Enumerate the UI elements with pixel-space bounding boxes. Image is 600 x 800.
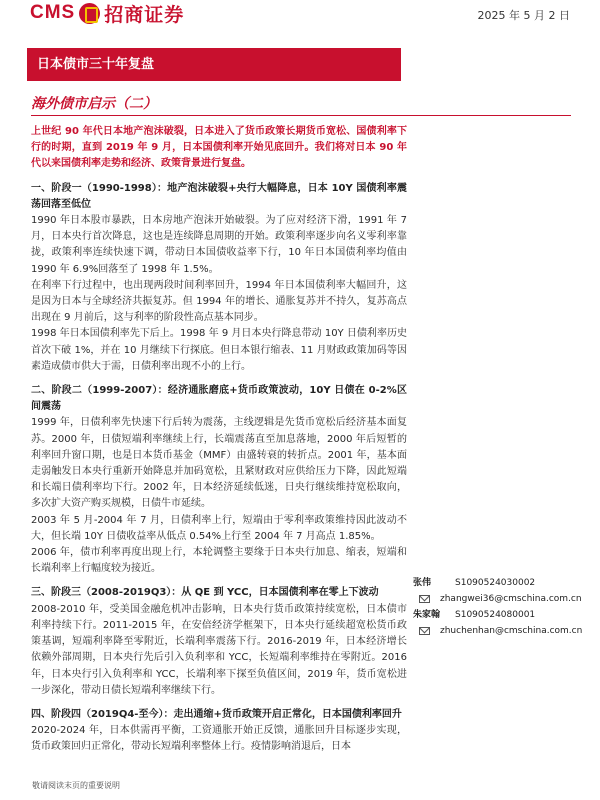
analyst-cert-number: S1090524080001	[455, 610, 536, 620]
report-title-banner: 日本债市三十年复盘	[27, 48, 401, 81]
section-4-paragraph: 2020-2024 年，日本供需再平衡，工资通胀开始正反馈，通胀回升目标逐步实现，货币政策回归正常化，带动长短端利率整体上行。疫情影响消退后，日本	[31, 725, 407, 753]
section-2-title: 二、阶段二（1999-2007）：经济通胀磨底+货币政策波动，10Y 日债在 0-2%区间震荡	[31, 385, 407, 413]
footer-disclaimer: 敬请阅读末页的重要说明	[32, 781, 120, 790]
section-2-paragraph: 1999 年，日债利率先快速下行后转为震荡，主线逻辑是先货币宽松后经济基本面复苏。2000 年，日债短端利率继续上行，长端震荡直至加息落地，2000 年后短暂的利率回升窗口期，也是日本货币基金（MMF）由盛转衰的转折点。2001 年，基本面走弱触发日本央行重新开始降息并加码宽松，且紧财政对应供给压力下降，因此短端和长端日债利率均下行。2002 年，日本经济延续低迷，日央行继续维持宽松取向，多次扩大资产购买规模，日债牛市延续。	[31, 417, 407, 510]
report-subtitle: 海外债市启示（二）	[31, 96, 157, 112]
section-3-paragraph: 2008-2010 年，受美国金融危机冲击影响，日本央行货币政策持续宽松，日本债市利率持续下行。2011-2015 年，在安倍经济学框架下，日本央行延续超宽松货币政策基调，短端利率降至零附近，长端利率震荡下行。2016-2019 年，日本经济增长依赖外部周期，日本央行先后引入负利率和 YCC，长短端利率维持在零附近。2016 年，日本央行引入负利率和 YCC，长端利率下探至负值区间，2019 年，货币宽松进一步深化，带动日债长短端利率继续下行。	[31, 603, 407, 696]
analyst-name: 张伟	[413, 578, 432, 588]
mail-icon	[419, 595, 430, 603]
analyst-email[interactable]: zhuchenhan@cmschina.com.cn	[440, 626, 583, 636]
section-2-paragraph: 2003 年 5 月-2004 年 7 月，日债利率上行，短端由于零利率政策维持因此波动不大，但长端 10Y 日债收益率从低点 0.54%上行至 2004 年 7 月高点 1.85%。	[31, 514, 407, 542]
section-2-paragraph: 2006 年，债市利率再度出现上行，本轮调整主要缘于日本央行加息、缩表，短端和长端利率上行幅度较为接近。	[31, 547, 407, 575]
analyst-row	[413, 607, 583, 623]
analyst-name: 朱家翰	[413, 610, 441, 620]
mail-icon	[419, 627, 430, 635]
logo-chinese-text: 招商证券	[104, 3, 185, 26]
title-divider	[31, 115, 571, 116]
report-date: 2025 年 5 月 2 日	[477, 9, 570, 22]
section-1-title: 一、阶段一（1990-1998）：地产泡沫破裂+央行大幅降息，日本 10Y 国债利率震荡回落至低位	[31, 182, 407, 210]
analyst-row	[413, 575, 583, 591]
section-4-title: 四、阶段四（2019Q4-至今）：走出通缩+货币政策开启正常化，日本国债利率回升	[31, 708, 402, 720]
analyst-cert-number: S1090524030002	[455, 578, 536, 588]
analyst-email[interactable]: zhangwei36@cmschina.com.cn	[440, 594, 582, 604]
section-1-paragraph: 1998 年日本国债利率先下后上。1998 年 9 月日本央行降息带动 10Y 日债利率历史首次下破 1%，并在 10 月继续下行探底。但日本银行缩表、11 月财政政策加码等因素造成债市供大于需，日债利率出现不小的上行。	[31, 328, 407, 372]
company-logo	[30, 1, 184, 25]
intro-summary: 上世纪 90 年代日本地产泡沫破裂，日本进入了货币政策长期货币宽松、国债利率下行的时期，直到 2019 年 9 月，日本国债利率开始见底回升。我们将对日本 90 年代以来国债利率走势和经济、政策背景进行复盘。	[31, 126, 407, 170]
analyst-info	[413, 575, 583, 639]
logo-mark-icon	[79, 3, 100, 24]
analyst-email-row	[413, 623, 583, 639]
section-1-paragraph: 1990 年日本股市暴跌，日本房地产泡沫开始破裂。为了应对经济下滑，1991 年 7 月，日本央行首次降息，这也是连续降息周期的开始。政策利率逐步向名义零利率靠拢，政策利率连续快速下调，带动日本国债收益率下行，10 年日本国债利率均值由 1990 年 6.9%回落至了 1998 年 1.5%。	[31, 215, 407, 275]
section-3-title: 三、阶段三（2008-2019Q3）：从 QE 到 YCC，日本国债利率在零上下波动	[31, 587, 379, 599]
analyst-email-row	[413, 591, 583, 607]
section-1-paragraph: 在利率下行过程中，也出现两段时间利率回升，1994 年日本国债利率大幅回升，这是因为日本与全球经济共振复苏。但 1994 年的增长、通胀复苏并不持久，复苏高点出现在 9 月前后，这与利率的阶段性高点基本同步。	[31, 279, 407, 324]
report-body	[31, 124, 407, 756]
logo-latin-text: CMS	[30, 2, 76, 23]
